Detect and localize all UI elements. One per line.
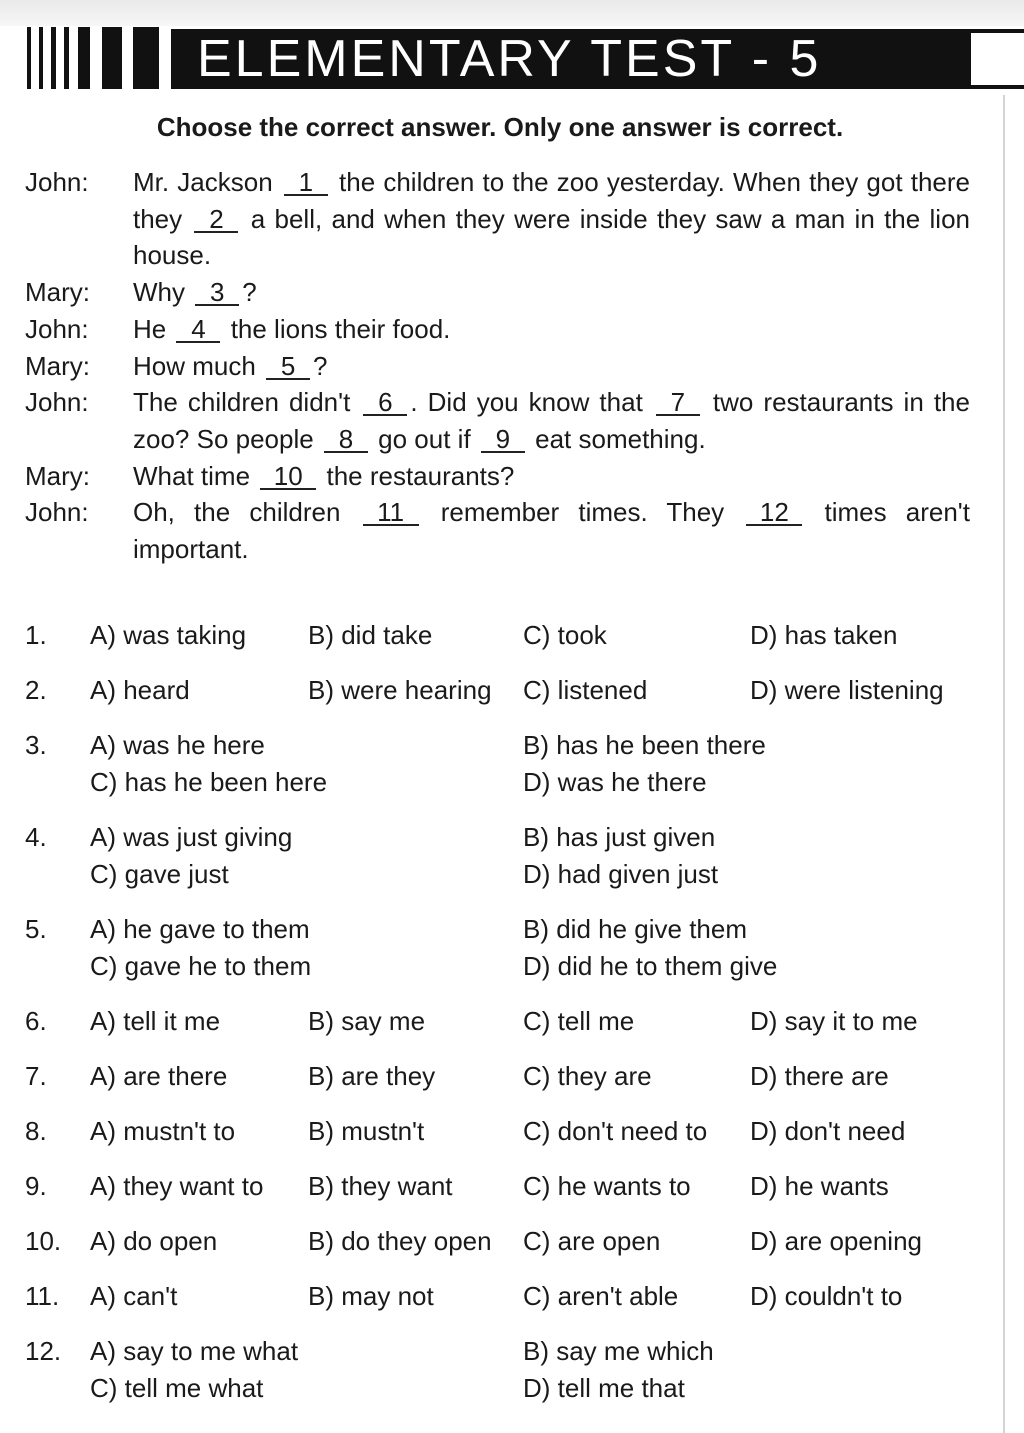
option-text: mustn't [334,1116,425,1146]
speech-text [133,458,970,495]
option-text: were hearing [334,675,492,705]
question-item [25,914,975,981]
speaker-label: Mary: [25,277,90,308]
option-text: was he there [550,767,707,797]
option-text: are there [116,1061,228,1091]
option-text: mustn't to [116,1116,236,1146]
speech-segment: the children to the zoo yesterday. When they got there they [133,167,970,234]
blank-gap: 3 [195,280,239,306]
answer-option[interactable] [523,914,747,945]
blank-gap: 10 [260,464,316,490]
question-number: 10. [25,1226,62,1256]
option-text: they are [550,1061,652,1091]
speech-segment: a bell, and when they were inside they saw a man in the lion house. [133,203,970,271]
question-number: 7. [25,1061,47,1091]
option-text: were listening [777,675,944,705]
answer-option[interactable] [523,1061,652,1092]
option-text: was just giving [116,822,293,852]
speech-segment: What time [133,460,258,491]
option-letter: A) [90,1226,116,1256]
blank-gap: 5 [266,354,310,380]
option-letter: A) [90,1171,116,1201]
option-text: took [550,620,607,650]
dialogue [25,164,970,568]
option-text: aren't able [550,1281,679,1311]
option-text: he gave to them [116,914,310,944]
page-edge-rule [1003,95,1005,1433]
option-letter: D) [750,675,778,705]
answer-option[interactable] [523,1171,691,1202]
option-letter: D) [750,1281,778,1311]
dialogue-line [25,164,970,274]
question-number: 9. [25,1171,47,1201]
speech-segment: go out if [370,423,478,454]
answer-option[interactable] [308,1226,492,1257]
speech-segment: The children didn't [133,387,361,418]
speech-text [133,164,970,274]
answer-option[interactable] [90,1336,298,1367]
answer-option[interactable] [750,1171,889,1202]
answer-option[interactable] [90,914,310,945]
option-text: listened [550,675,648,705]
option-text: say me [334,1006,426,1036]
speech-segment: Oh, the children [133,497,360,528]
option-letter: D) [750,1006,778,1036]
speech-segment: . Did you know that [410,387,653,418]
question-number: 4. [25,822,47,852]
option-letter: B) [308,1281,334,1311]
speaker-label: John: [25,387,89,418]
option-text: had given just [550,859,719,889]
option-letter: C) [90,951,118,981]
answer-option[interactable] [523,1116,707,1147]
speech-segment: two restaurants in the zoo? So people [133,387,970,454]
option-letter: B) [523,822,549,852]
option-text: has he been here [117,767,328,797]
blank-gap: 1 [284,170,328,196]
option-letter: B) [308,1006,334,1036]
answer-option[interactable] [750,1281,902,1312]
option-letter: D) [523,859,551,889]
answer-option[interactable] [308,1006,425,1037]
speech-segment: Mr. Jackson [133,167,281,197]
option-text: did he to them give [550,951,778,981]
answer-option[interactable] [750,1006,918,1037]
blank-gap: 11 [363,500,419,526]
answer-option[interactable] [523,767,707,798]
option-letter: B) [308,620,334,650]
option-letter: B) [523,730,549,760]
option-text: they want to [116,1171,264,1201]
speaker-label: John: [25,313,89,344]
speech-text [133,494,970,567]
option-text: say me which [549,1336,714,1366]
option-letter: D) [750,620,778,650]
blank-gap: 9 [481,427,525,453]
option-letter: B) [523,914,549,944]
option-letter: B) [523,1336,549,1366]
blank-gap: 6 [363,390,407,416]
speech-segment: He [133,313,174,344]
question-item [25,1006,975,1046]
answer-option[interactable] [90,620,246,651]
dialogue-line [25,494,970,567]
top-band [0,0,1024,26]
option-letter: B) [308,1171,334,1201]
option-text: was taking [116,620,247,650]
option-text: tell it me [116,1006,221,1036]
speech-segment: the lions their food. [223,313,451,344]
question-number: 1. [25,620,47,650]
option-text: can't [116,1281,178,1311]
question-item [25,822,975,889]
option-text: has he been there [549,730,766,760]
blank-gap: 7 [656,390,700,416]
speech-text [133,348,970,385]
option-letter: A) [90,1336,116,1366]
speech-segment: ? [313,350,328,381]
speech-segment: remember times. They [421,497,744,528]
speech-text [133,274,970,311]
option-letter: D) [523,951,551,981]
answer-option[interactable] [523,620,607,651]
title-banner-tail [968,29,1024,89]
option-text: are opening [777,1226,922,1256]
option-letter: B) [308,1226,334,1256]
option-letter: B) [308,1116,334,1146]
option-letter: A) [90,1116,116,1146]
blank-gap: 12 [746,500,802,526]
answer-option[interactable] [90,1171,263,1202]
answer-option[interactable] [750,675,944,706]
speech-segment: eat something. [527,423,706,454]
option-text: tell me what [117,1373,264,1403]
question-item [25,730,975,797]
option-letter: C) [90,767,118,797]
option-text: he wants [777,1171,889,1201]
speech-segment: Why [133,277,193,308]
option-letter: D) [750,1061,778,1091]
answer-option[interactable] [90,767,327,798]
option-text: did he give them [549,914,748,944]
answer-option[interactable] [90,675,190,706]
option-text: don't need to [550,1116,708,1146]
question-number: 5. [25,914,47,944]
question-number: 3. [25,730,47,760]
option-text: couldn't to [777,1281,903,1311]
option-text: say it to me [777,1006,918,1036]
option-text: tell me that [550,1373,685,1403]
question-item [25,1336,975,1403]
option-letter: D) [750,1116,778,1146]
option-letter: C) [523,1006,551,1036]
page-title: ELEMENTARY TEST - 5 [197,30,822,88]
title-banner [171,29,968,89]
answer-option[interactable] [90,1226,217,1257]
answer-option[interactable] [523,675,647,706]
answer-option[interactable] [90,859,229,890]
option-letter: C) [90,1373,118,1403]
option-text: say to me what [116,1336,299,1366]
answer-option[interactable] [90,1061,227,1092]
instruction-text: Choose the correct answer. Only one answer is correct. [156,112,844,142]
question-item [25,620,975,660]
option-text: they want [334,1171,453,1201]
option-letter: C) [523,1116,551,1146]
option-text: heard [116,675,190,705]
speech-segment: the restaurants? [319,460,515,491]
answer-option[interactable] [523,1373,685,1404]
answer-option[interactable] [308,1281,434,1312]
answer-option[interactable] [523,1336,714,1367]
option-letter: C) [523,1226,551,1256]
question-item [25,1226,975,1266]
answer-option[interactable] [523,730,766,761]
option-text: has just given [549,822,716,852]
answer-option[interactable] [90,1006,220,1037]
answer-option[interactable] [90,822,292,853]
question-number: 8. [25,1116,47,1146]
option-text: there are [777,1061,889,1091]
option-letter: D) [750,1226,778,1256]
answer-option[interactable] [308,675,492,706]
speaker-label: Mary: [25,350,90,381]
question-item [25,1171,975,1211]
question-number: 6. [25,1006,47,1036]
option-text: are open [550,1226,661,1256]
option-letter: B) [308,675,334,705]
question-number: 12. [25,1336,62,1366]
option-letter: D) [523,1373,551,1403]
speaker-label: John: [25,167,89,197]
option-letter: D) [750,1171,778,1201]
option-text: do open [116,1226,218,1256]
dialogue-line [25,311,970,348]
question-number: 2. [25,675,47,705]
option-text: don't need [777,1116,906,1146]
option-text: gave just [117,859,229,889]
answer-option[interactable] [523,859,718,890]
dialogue-line [25,458,970,495]
answer-option[interactable] [308,1061,435,1092]
option-letter: C) [523,675,551,705]
question-number: 11. [25,1281,60,1311]
speaker-label: John: [25,497,89,528]
speech-segment: How much [133,350,264,381]
option-text: has taken [777,620,898,650]
option-text: did take [334,620,433,650]
option-letter: C) [523,1061,551,1091]
answer-option[interactable] [308,620,432,651]
option-letter: A) [90,914,116,944]
option-letter: D) [523,767,551,797]
answer-option[interactable] [523,1006,634,1037]
answer-option[interactable] [90,730,265,761]
question-item [25,1061,975,1101]
option-letter: A) [90,620,116,650]
speech-segment: times aren't important. [133,497,970,565]
answer-option[interactable] [90,1116,235,1147]
option-text: gave he to them [117,951,312,981]
answer-option[interactable] [750,1116,905,1147]
option-letter: C) [523,620,551,650]
option-text: may not [334,1281,434,1311]
option-text: tell me [550,1006,635,1036]
option-letter: A) [90,1281,116,1311]
answer-option[interactable] [523,1226,660,1257]
question-item [25,1116,975,1156]
answer-option[interactable] [750,1061,889,1092]
option-letter: A) [90,1006,116,1036]
option-text: he wants to [550,1171,691,1201]
option-letter: C) [90,859,118,889]
option-letter: A) [90,675,116,705]
answer-option[interactable] [90,1373,263,1404]
speech-text [133,384,970,457]
option-text: are they [334,1061,436,1091]
answer-option[interactable] [90,951,311,982]
blank-gap: 4 [176,317,220,343]
option-text: was he here [116,730,265,760]
option-letter: C) [523,1171,551,1201]
speech-text [133,311,970,348]
dialogue-line [25,274,970,311]
speaker-label: Mary: [25,460,90,491]
answer-option[interactable] [523,1281,678,1312]
answer-option[interactable] [523,951,777,982]
answer-option[interactable] [308,1116,424,1147]
answer-option[interactable] [308,1171,453,1202]
dialogue-line [25,348,970,385]
option-letter: A) [90,730,116,760]
option-letter: B) [308,1061,334,1091]
blank-gap: 8 [324,427,368,453]
option-letter: A) [90,822,116,852]
dialogue-line [25,384,970,457]
speech-segment: ? [242,277,257,308]
answer-option[interactable] [750,1226,922,1257]
answer-option[interactable] [750,620,897,651]
option-text: do they open [334,1226,492,1256]
answer-option[interactable] [90,1281,177,1312]
option-letter: A) [90,1061,116,1091]
question-item [25,675,975,715]
option-letter: C) [523,1281,551,1311]
blank-gap: 2 [194,207,238,233]
question-item [25,1281,975,1321]
answer-option[interactable] [523,822,715,853]
